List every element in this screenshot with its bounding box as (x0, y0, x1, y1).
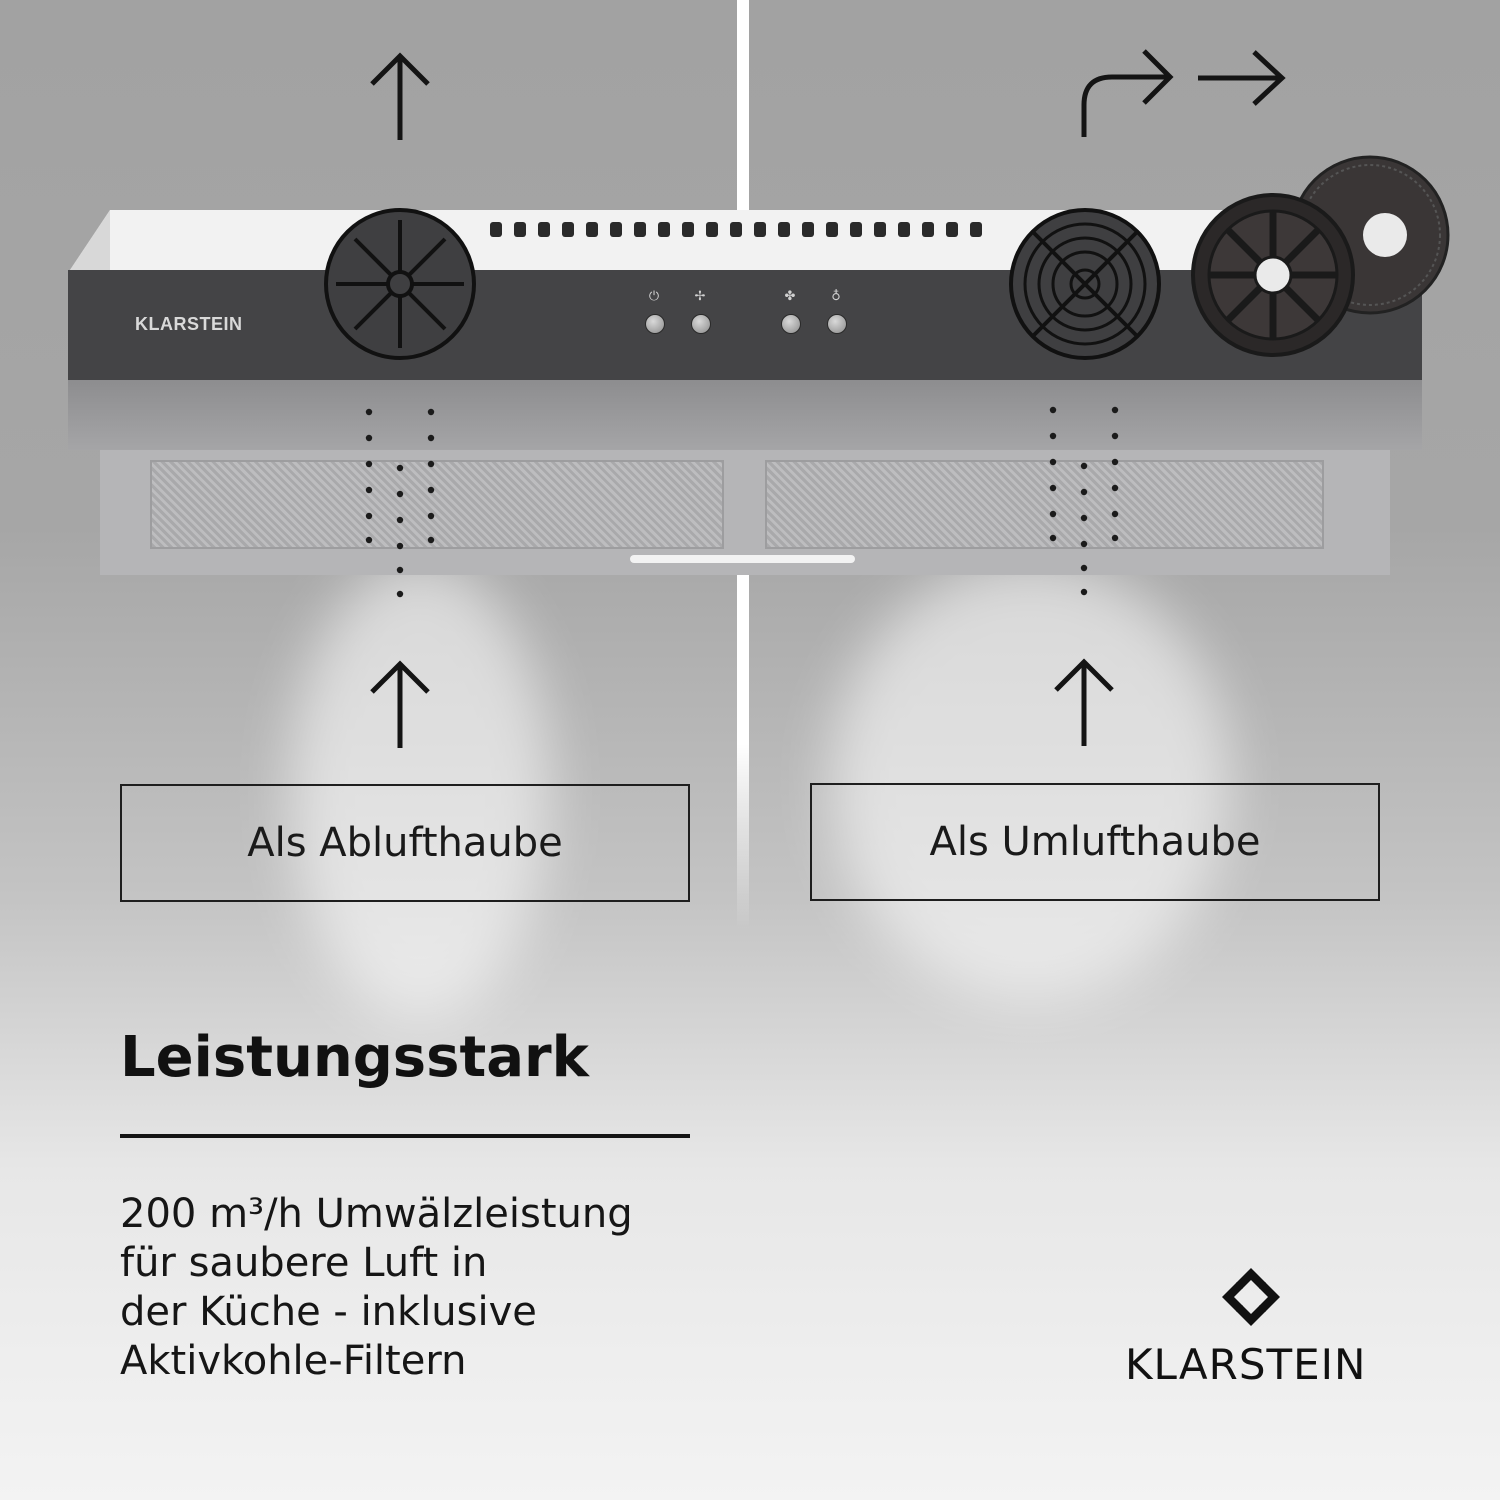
airflow-dots-exhaust (364, 408, 436, 600)
recirculation-smoke (830, 560, 1230, 1000)
heading-underline (120, 1134, 690, 1138)
arrow-turn-right-icon (1078, 45, 1178, 140)
fan-low-knob[interactable] (691, 314, 711, 334)
vent-slots (490, 220, 995, 240)
exhaust-mode-text: Als Ablufthaube (247, 820, 563, 866)
carbon-filter-icon (1185, 150, 1455, 365)
exhaust-mode-label (120, 784, 690, 902)
arrow-up-exhaust-top-icon (368, 52, 432, 142)
fan-low-icon: ✢ (694, 289, 706, 304)
recirculation-mode-label (810, 783, 1380, 901)
exhaust-fan-icon (322, 206, 478, 362)
fan-high-knob[interactable] (781, 314, 801, 334)
description-line: 200 m³/h Umwälzleistung (120, 1191, 633, 1237)
arrow-up-recirculation-icon (1052, 658, 1116, 748)
klarstein-logo-icon (1220, 1266, 1282, 1328)
light-knob[interactable] (827, 314, 847, 334)
light-icon: ♁ (831, 289, 841, 304)
power-icon: ⏻ (648, 289, 660, 304)
airflow-dots-recirculation (1048, 406, 1120, 598)
grease-filter-right (765, 460, 1324, 549)
fan-high-icon: ✤ (784, 289, 796, 304)
brand-logo-text: KLARSTEIN (1125, 1340, 1367, 1389)
recirculation-mode-text: Als Umlufthaube (929, 819, 1261, 865)
power-knob[interactable] (645, 314, 665, 334)
feature-description (120, 1190, 760, 1386)
arrow-up-exhaust-bottom-icon (368, 660, 432, 750)
hood-lower-frame (68, 380, 1422, 450)
recirculation-fan-icon (1007, 206, 1163, 362)
feature-heading: Leistungsstark (120, 1025, 589, 1090)
description-line: der Küche - inklusive (120, 1289, 537, 1335)
arrow-right-icon (1196, 48, 1288, 110)
description-line: für saubere Luft in (120, 1240, 488, 1286)
hood-brand-label: KLARSTEIN (135, 314, 243, 334)
description-line: Aktivkohle-Filtern (120, 1338, 467, 1384)
grease-filter-left (150, 460, 724, 549)
hood-light-bar (630, 555, 855, 563)
